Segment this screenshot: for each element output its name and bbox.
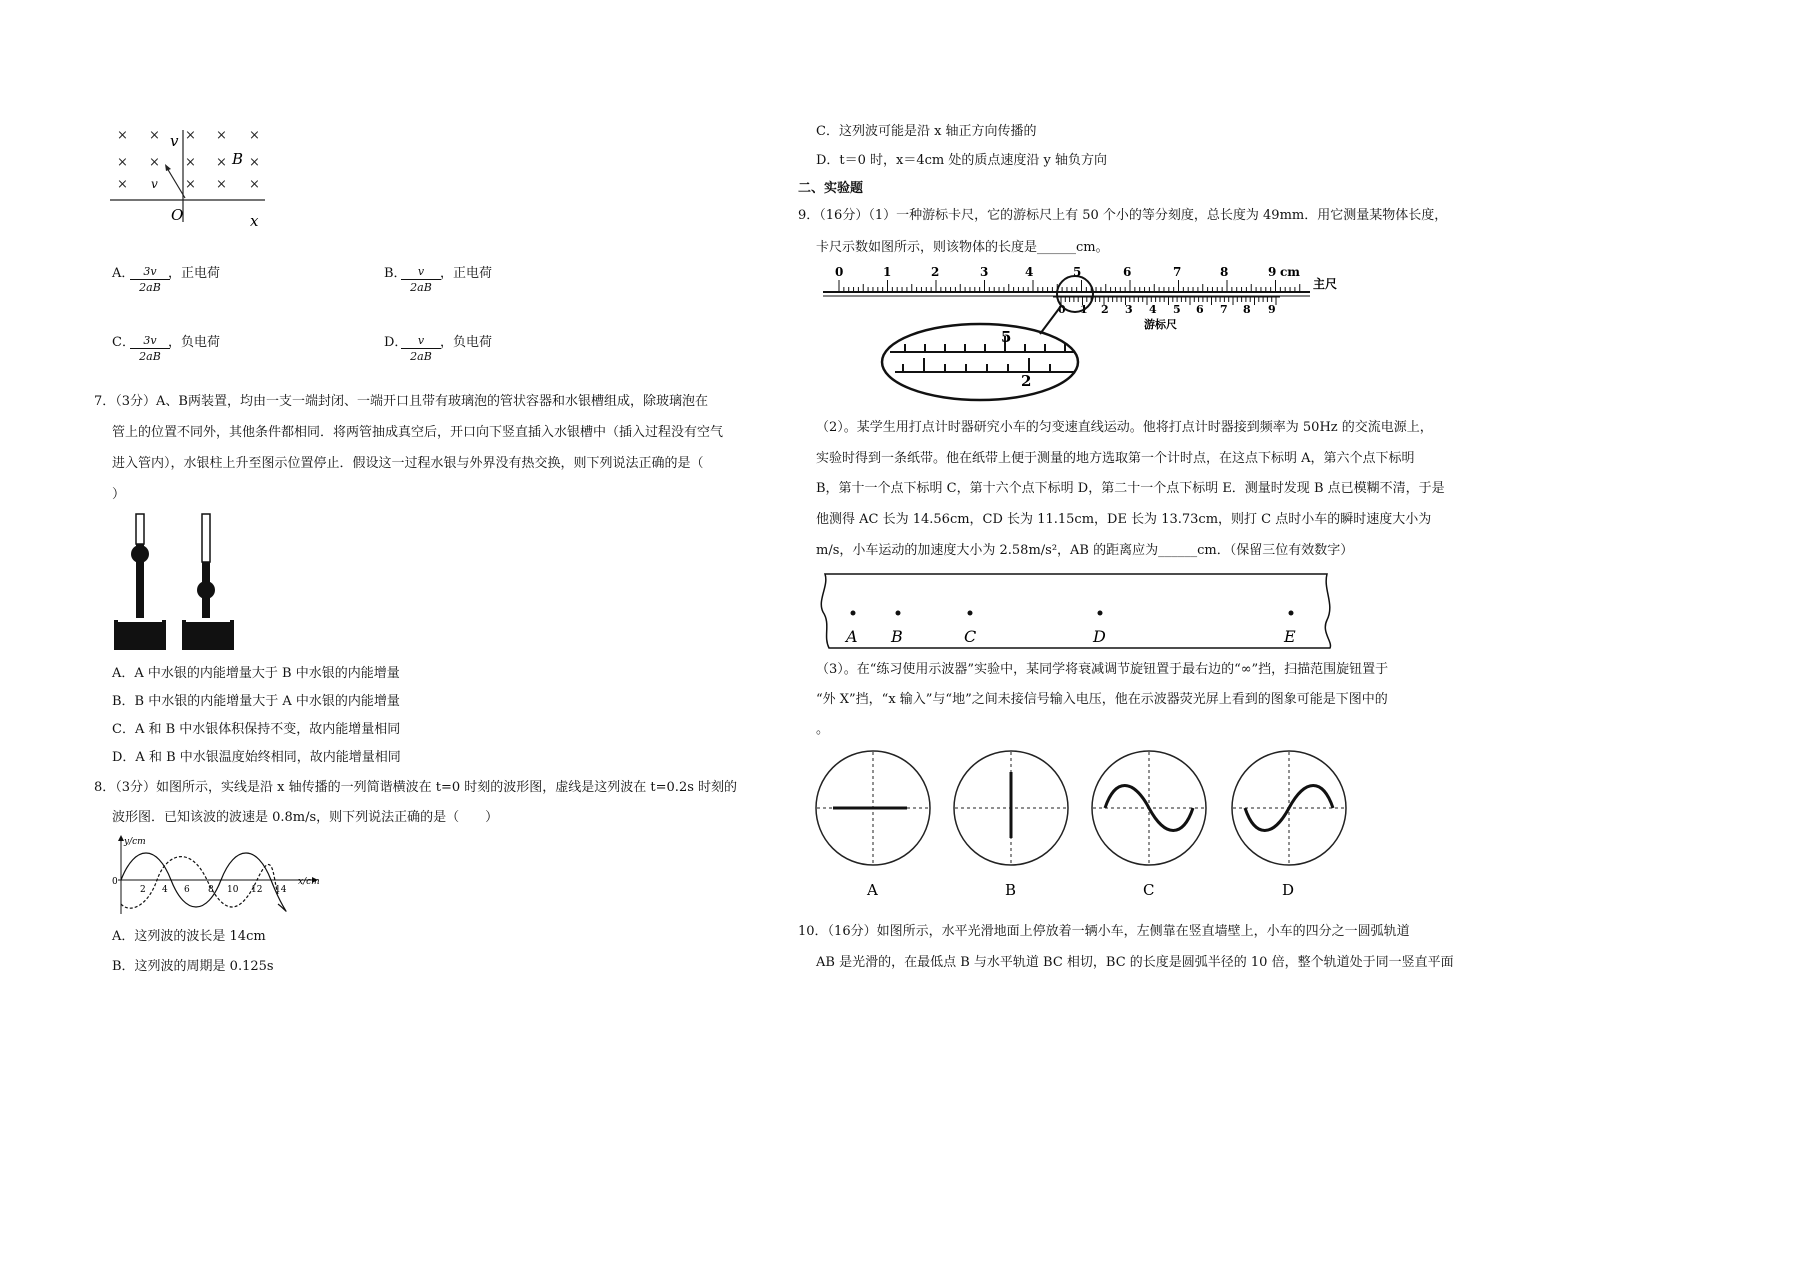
q7-option-b: B．B 中水银的内能增量大于 A 中水银的内能增量: [112, 694, 400, 709]
tape-point: [968, 611, 973, 616]
label-x: x: [250, 212, 259, 230]
x-label: x/cm: [298, 877, 320, 887]
scope-a: [816, 751, 930, 865]
magnifier-circle: [1057, 276, 1093, 312]
cross-mark: ×: [117, 128, 128, 143]
scope-label: D: [1282, 881, 1295, 899]
scope-label: A: [867, 881, 878, 899]
main-tick-label: 1: [883, 265, 892, 279]
cross-mark: ×: [216, 177, 227, 192]
cross-mark: ×: [185, 177, 196, 192]
main-tick-label: 8: [1220, 265, 1229, 279]
main-tick-label: 3: [980, 265, 989, 279]
numerator: 3v: [130, 334, 170, 349]
cross-mark: ×: [149, 128, 160, 143]
numerator: v: [401, 265, 441, 280]
tape-point: [851, 611, 856, 616]
tape-point: [896, 611, 901, 616]
cross-mark: ×: [249, 155, 260, 170]
vernier-tick-label: 2: [1101, 303, 1109, 316]
option-letter: A．: [112, 266, 135, 281]
cross-mark: ×: [185, 155, 196, 170]
label-B: B: [232, 150, 244, 168]
q9-part3-line3: 。: [816, 722, 830, 737]
q9-part2-line2: 实验时得到一条纸带。他在纸带上便于测量的地方选取第一个计时点，在这点下标明 A，第六个点下标明: [816, 451, 1415, 466]
option-text: ，负电荷: [440, 335, 493, 350]
fraction: [130, 334, 170, 363]
numerator: v: [401, 334, 441, 349]
vernier-tick-label: 4: [1149, 303, 1157, 316]
q10-stem-line2: AB 是光滑的，在最低点 B 与水平轨道 BC 相切，BC 的长度是圆弧半径的 10 倍，整个轨道处于同一竖直平面: [816, 955, 1454, 970]
q8-option-d: D．t＝0 时，x＝4cm 处的质点速度沿 y 轴负方向: [816, 153, 1108, 168]
tick-label: 14: [275, 885, 287, 895]
vernier-tick-label: 3: [1125, 303, 1133, 316]
main-scale-label: 主尺: [1313, 277, 1338, 291]
vernier-tick-label: 0: [1058, 303, 1066, 316]
option-text: ，负电荷: [168, 335, 221, 350]
q7-stem-line2: 管上的位置不同外，其他条件都相同．将两管抽成真空后，开口向下竖直插入水银槽中（插入过程没有空气: [112, 425, 724, 440]
tick-label: 8: [208, 885, 214, 895]
cross-mark: ×: [216, 155, 227, 170]
cross-mark: ×: [185, 128, 196, 143]
cross-mark: ×: [249, 177, 260, 192]
vernier-tick-label: 8: [1243, 303, 1251, 316]
q8-stem-line2: 波形图．已知该波的波速是 0.8m/s，则下列说法正确的是（ ）: [112, 810, 499, 825]
main-tick-label: 0: [835, 265, 844, 279]
q7-option-d: D．A 和 B 中水银温度始终相同，故内能增量相同: [112, 750, 401, 765]
zoom-bottom-label: 2: [1021, 372, 1032, 390]
vernier-caliper-figure: [815, 262, 1345, 407]
fraction: [401, 265, 441, 294]
main-tick-label: 9: [1268, 265, 1277, 279]
main-unit: cm: [1280, 265, 1301, 279]
q9-part1-line2: 卡尺示数如图所示，则该物体的长度是______cm。: [816, 240, 1109, 255]
q9-part2-line3: B，第十一个点下标明 C，第十六个点下标明 D，第二十一个点下标明 E．测量时发现 B 点已模糊不清，于是: [816, 481, 1445, 496]
q9-part2-line4: 他测得 AC 长为 14.56cm，CD 长为 11.15cm，DE 长为 13.73cm，则打 C 点时小车的瞬时速度大小为: [816, 512, 1432, 527]
scope-d: [1232, 751, 1346, 865]
fraction: [401, 334, 441, 363]
tape-point-label: B: [891, 627, 903, 646]
dashed-wave: [121, 857, 278, 909]
option-text: ，正电荷: [440, 266, 493, 281]
zoom-top-label: 5: [1001, 328, 1012, 346]
velocity-vector: [167, 168, 185, 198]
vernier-scale: [1053, 297, 1280, 331]
numerator: 3v: [130, 265, 170, 280]
vernier-tick-label: 7: [1220, 303, 1228, 316]
denominator: 2aB: [410, 281, 432, 294]
q7-stem-line3: 进入管内），水银柱上升至图示位置停止．假设这一过程水银与外界没有热交换，则下列说法正确的是（: [112, 456, 704, 471]
tape-point: [1289, 611, 1294, 616]
tick-label: 2: [140, 885, 146, 895]
magnifier-callout: [1040, 306, 1061, 334]
velocity-arrowhead: [165, 164, 171, 171]
q8-stem-line1: 8．（3分）如图所示，实线是沿 x 轴传播的一列简谐横波在 t=0 时刻的波形图，虚线是这列波在 t=0.2s 时刻的: [94, 780, 738, 795]
main-tick-label: 4: [1025, 265, 1034, 279]
zoom-ellipse: [882, 324, 1078, 400]
q7-option-c: C．A 和 B 中水银体积保持不变，故内能增量相同: [112, 722, 401, 737]
q10-stem-line1: 10．（16分）如图所示，水平光滑地面上停放着一辆小车，左侧靠在竖直墙壁上，小车的四分之一圆弧轨道: [798, 924, 1410, 939]
cross-mark: ×: [117, 155, 128, 170]
option-letter: D．: [384, 335, 408, 350]
q9-part3-line2: “外 X”挡，“x 输入”与“地”之间未接信号输入电压，他在示波器荧光屏上看到的图象可能是下图中的: [816, 692, 1388, 707]
tick-label: 4: [162, 885, 168, 895]
main-tick-label: 6: [1123, 265, 1132, 279]
main-tick-label: 5: [1073, 265, 1082, 279]
q7-tubes-figure: [112, 512, 242, 652]
tick-label: 12: [251, 885, 263, 895]
oscilloscope-options-figure: [815, 750, 1375, 910]
q7-stem-line4: ）: [112, 487, 126, 502]
fraction: [130, 265, 170, 294]
q9-part2-line1: （2）。某学生用打点计时器研究小车的匀变速直线运动。他将打点计时器接到频率为 50Hz 的交流电源上，: [816, 420, 1433, 435]
cross-mark: ×: [216, 128, 227, 143]
solid-wave: [121, 853, 286, 911]
q9-part3-line1: （3）。在“练习使用示波器”实验中，某同学将衰减调节旋钮置于最右边的“∞”挡，扫描范围旋钮置于: [816, 662, 1389, 677]
tape-point-label: E: [1284, 627, 1296, 646]
tick-label: 6: [184, 885, 190, 895]
cross-mark: ×: [117, 177, 128, 192]
origin-label: 0: [112, 877, 118, 887]
q8-option-a: A．这列波的波长是 14cm: [112, 929, 266, 944]
label-O: O: [171, 206, 184, 224]
label-v-axis: v: [170, 132, 179, 150]
q9-part2-line5: m/s，小车运动的加速度大小为 2.58m/s²，AB 的距离应为______cm．（保留三位有效数字）: [816, 543, 1354, 558]
tube-a: [114, 514, 166, 650]
denominator: 2aB: [410, 350, 432, 363]
tape-point-label: D: [1093, 627, 1106, 646]
q6-field-figure: [105, 122, 275, 232]
q7-option-a: A．A 中水银的内能增量大于 B 中水银的内能增量: [112, 666, 400, 681]
section-heading-experiments: 二、实验题: [798, 181, 864, 196]
q9-part1-line1: 9．（16分）（1）一种游标卡尺，它的游标尺上有 50 个小的等分刻度，总长度为 49mm．用它测量某物体长度，: [798, 208, 1448, 223]
tube-b: [182, 514, 234, 650]
q8-option-b: B．这列波的周期是 0.125s: [112, 959, 274, 974]
option-letter: C．: [112, 335, 135, 350]
cross-mark: ×: [249, 128, 260, 143]
tick-label: 10: [227, 885, 239, 895]
y-label: y/cm: [124, 837, 146, 847]
zoom-scale: [890, 336, 1075, 372]
vernier-tick-label: 6: [1196, 303, 1204, 316]
vernier-tick-label: 9: [1268, 303, 1276, 316]
main-scale: [823, 265, 1337, 296]
option-text: ，正电荷: [168, 266, 221, 281]
scope-label: B: [1005, 881, 1017, 899]
label-v-vector: v: [151, 177, 158, 191]
vernier-tick-label: 5: [1173, 303, 1181, 316]
tape-point: [1098, 611, 1103, 616]
tape-point-label: A: [846, 627, 858, 646]
paper-tape-figure: [815, 570, 1345, 652]
denominator: 2aB: [139, 281, 161, 294]
scope-c: [1092, 751, 1206, 865]
vernier-tick-label: 1: [1080, 303, 1088, 316]
q7-stem-line1: 7．（3分）A、B两装置，均由一支一端封闭、一端开口且带有玻璃泡的管状容器和水银槽组成，除玻璃泡在: [94, 394, 708, 409]
cross-mark: ×: [149, 155, 160, 170]
tape-point-label: C: [964, 627, 977, 646]
q8-wave-graph: [110, 834, 325, 919]
q8-option-c: C．这列波可能是沿 x 轴正方向传播的: [816, 124, 1037, 139]
denominator: 2aB: [139, 350, 161, 363]
scope-b: [954, 751, 1068, 865]
main-scale-ticks: [839, 280, 1300, 292]
vernier-scale-label: 游标尺: [1144, 318, 1177, 331]
main-tick-label: 7: [1173, 265, 1182, 279]
option-letter: B．: [384, 266, 407, 281]
main-tick-label: 2: [931, 265, 940, 279]
scope-label: C: [1143, 881, 1155, 899]
